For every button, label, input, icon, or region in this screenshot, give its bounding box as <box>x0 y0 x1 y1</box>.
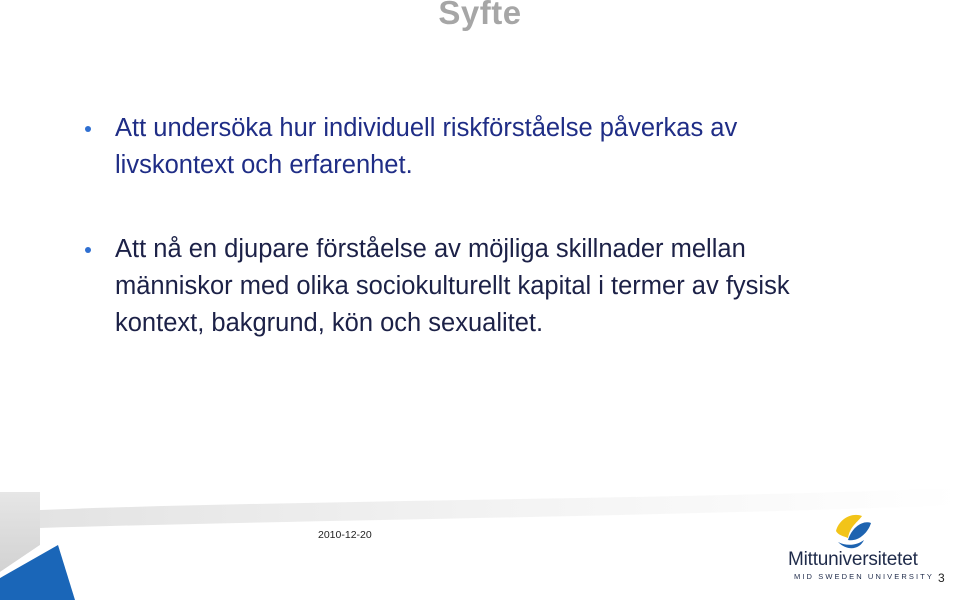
university-subtitle: MID SWEDEN UNIVERSITY <box>794 572 934 581</box>
page-number: 3 <box>938 571 945 585</box>
slide-title: Syfte <box>438 0 522 31</box>
university-name: Mittuniversitetet <box>788 549 918 570</box>
university-logo-icon <box>836 515 871 548</box>
bullet-text: Att nå en djupare förståelse av möjliga skillnader mellan människor med olika sociokulturellt kapital i termer av fysisk kontext, bakgrund, kön och sexualitet. <box>115 235 790 337</box>
footer-band <box>40 488 960 528</box>
bullet-text: Att undersöka hur individuell riskförståelse påverkas av livskontext och erfarenhet. <box>115 114 738 179</box>
footer-date: 2010-12-20 <box>318 529 372 541</box>
